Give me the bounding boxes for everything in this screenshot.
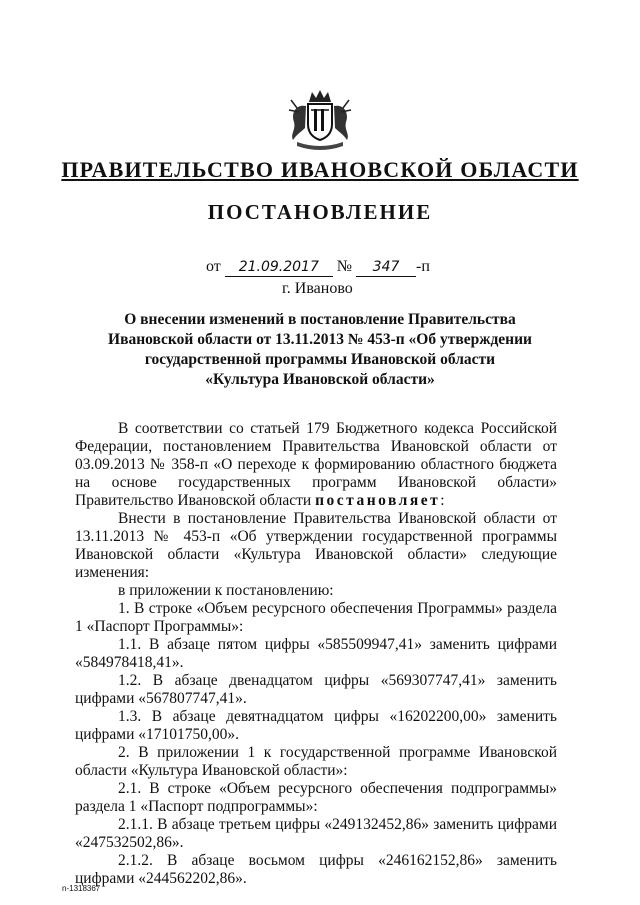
decree-word: постановляет	[315, 492, 441, 509]
date-number-line	[206, 258, 430, 277]
from-label: от	[206, 258, 221, 275]
ivanovo-coat-of-arms-icon	[285, 88, 355, 150]
subject-line: государственной программы Ивановской области	[144, 351, 496, 368]
body-paragraph: 2.1.1. В абзаце третьем цифры «249132452,86» заменить цифрами «247532502,86».	[75, 816, 557, 851]
city-name: г. Иваново	[282, 280, 353, 297]
subject-line: О внесении изменений в постановление Правительства	[124, 311, 516, 328]
body-paragraph: 1.1. В абзаце пятом цифры «585509947,41» заменить цифрами «584978418,41».	[75, 636, 557, 671]
body-paragraph: 1. В строке «Объем ресурсного обеспечения Программы» раздела 1 «Паспорт Программы»:	[75, 600, 557, 635]
document-number: 347	[356, 259, 416, 277]
document-subject	[0, 310, 640, 390]
body-paragraph: в приложении к постановлению:	[118, 582, 334, 599]
subject-line: «Культура Ивановской области»	[205, 371, 435, 388]
intro-text: В соответствии со статьей 179 Бюджетного кодекса Российской Федерации, постановлением Правительства Ивановской области от 03.09.2013 № 358-п «О переходе к формированию областного бюджета на основе государственных программ Ивановской области» Правительство Ивановской области	[75, 420, 557, 509]
document-date: 21.09.2017	[225, 259, 333, 277]
intro-paragraph	[75, 420, 557, 510]
decree-colon: :	[440, 492, 445, 509]
government-title: ПРАВИТЕЛЬСТВО ИВАНОВСКОЙ ОБЛАСТИ	[61, 157, 579, 182]
document-type-title: ПОСТАНОВЛЕНИЕ	[207, 200, 433, 224]
footer-code: n-1318367	[62, 884, 101, 893]
document-body	[75, 420, 557, 888]
number-label: №	[336, 258, 353, 275]
body-paragraph: 1.2. В абзаце двенадцатом цифры «569307747,41» заменить цифрами «567807747,41».	[75, 672, 557, 707]
number-suffix: -п	[416, 258, 430, 275]
body-paragraph: 2. В приложении 1 к государственной программе Ивановской области «Культура Ивановской области»:	[75, 744, 557, 779]
body-paragraph: 2.1. В строке «Объем ресурсного обеспечения подпрограммы» раздела 1 «Паспорт подпрограммы»:	[75, 780, 557, 815]
body-paragraph: 2.1.2. В абзаце восьмом цифры «246162152,86» заменить цифрами «244562202,86».	[75, 852, 557, 887]
subject-line: Ивановской области от 13.11.2013 № 453-п «Об утверждении	[108, 331, 532, 348]
body-paragraph: 1.3. В абзаце девятнадцатом цифры «16202200,00» заменить цифрами «17101750,00».	[75, 708, 557, 743]
body-paragraph: Внести в постановление Правительства Ивановской области от 13.11.2013 № 453-п «Об утверждении государственной программы Ивановской области «Культура Ивановской области» следующие изменения:	[75, 510, 557, 581]
